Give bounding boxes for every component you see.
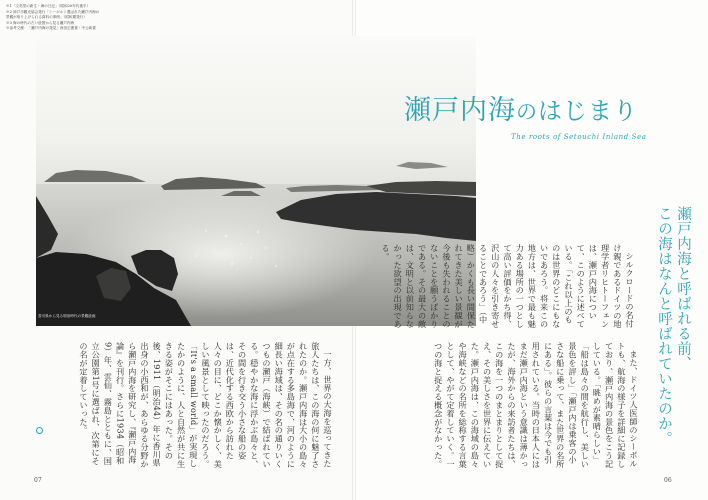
body-column-top-right [380,244,636,332]
body-text: 一方、世界の大海を巡ってきた旅人たちは、この海の何に魅了されたのか。瀬戸内海は大小の島々が点在する多島海で、河のように細長い海域は、その名の通りいくつもの瀬戸（海峡）で結ばれている。穏やかな海に浮かぶ島々と、その間を行き交う小さな船の姿は、近代化する西欧から訪れた人々の目に、どこか懐かしく、美しい風景として映ったのだろう。「It's a small world」が実現したかのように、人と自然が共に生きる姿がそこにはあった。その後、1911（明治44）年に香川県出身の小西和が、あらゆる分野から瀬戸内海を研究し、『瀬戸内海論』を刊行。さらに1934（昭和9）年、雲仙、霧島とともに、国立公園第1号に選ばれ、次第にその名が定着していった。 [78,342,333,468]
footnotes [6,4,176,32]
footnote: ※3 海の時代の古い絵図から見る瀬戸内海 [6,20,75,25]
body-text: また、ドイツ人医師のシーボルトも、航海の様子を詳細に記録しており、瀬戸内海の景色をこう記している。「眺めが素晴らしい」「船は島々の間を航行し、美しい景色を評し」「瀬戸内は乗客の小さな船に乗って、また世界の名所にある」。彼らの言葉は今でも引用されている。当時の日本人にはまだ瀬戸内海という意識は薄かったが、海外からの来訪者たちは、この海を一つのまとまりとして捉え、その美しさを世界に伝えていた。瀬戸内海は、この海域の島々や海峡などの名所を総称する言葉として、やがて定着していく。一つの海と捉える概念がなかった。 [433,342,639,468]
body-text: シルクロードの名付け親であるドイツの地理学者リヒトーフェンは、瀬戸内海について、このように述べている。「これ以上のものは世界のどこにもないであろう。将来この地方は、世界で最も魅力ある場所の一つとして高い評価をかち得、沢山の人々を引き寄せることであろう」（中略）かくも長い間保たれてきた美しい景観が今後も失われることのないことを願うばかりである。その最大の敵は、文明と以前知らなかった欲望の出現である。 [380,244,635,328]
page-number-left: 07 [34,477,42,484]
page-title [404,88,638,127]
title-particle: の [516,100,538,124]
lead-line: この海はなんと呼ばれていたのか。 [656,206,672,446]
footnote: 景観が取り上げられる資料の事例」（昭和期発行） [6,15,87,20]
photo-caption: 香川県から見る明治時代の景観絵画 [38,314,96,318]
page-subtitle: The roots of Setouchi Inland Sea [511,133,647,141]
lead-line: 瀬戸内海と呼ばれる前、 [675,206,691,371]
footnote: ※1「文英堂の新生・海の日記」（昭和20年代後半） [6,4,91,8]
body-column-bottom-right [386,342,640,470]
page-number-right: 06 [664,477,672,484]
body-column-bottom-left [34,342,334,470]
footnote: ※参考文献：「瀬戸内海の発見」西田正憲著・中公新書 [6,26,96,31]
title-rest: はじまり [538,97,638,125]
footnote: ※2 神戸市観光協会発行「シーボルト選ばれた瀬戸内海の [6,9,100,14]
section-marker-icon [36,427,43,434]
title-main: 瀬戸内海 [404,95,516,126]
